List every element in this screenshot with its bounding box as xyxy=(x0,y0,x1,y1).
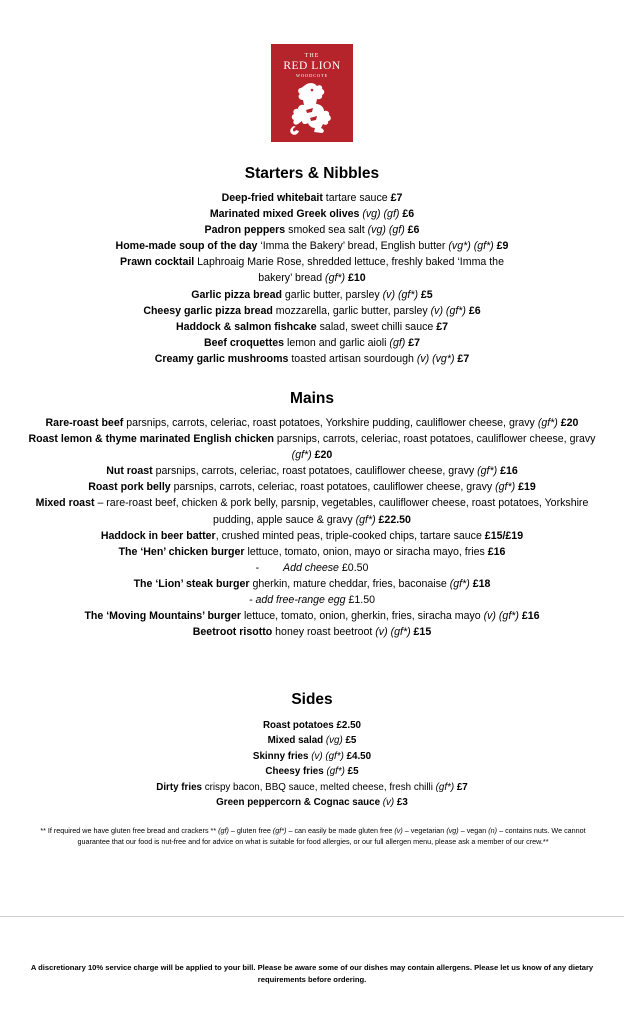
mains-list-part2 xyxy=(0,576,624,592)
item-price: £10 xyxy=(345,272,366,285)
item-name: Cheesy garlic pizza bread xyxy=(143,304,273,317)
menu-item xyxy=(22,495,602,527)
note-tag-gf: (gf) xyxy=(218,826,229,835)
item-name: Mixed roast xyxy=(35,497,95,510)
item-description: lettuce, tomato, onion, gherkin, fries, siracha mayo xyxy=(241,610,484,623)
item-price: £20 xyxy=(311,449,333,462)
item-price: £6 xyxy=(399,208,415,221)
sides-section xyxy=(0,690,624,810)
menu-item xyxy=(22,431,602,463)
item-name: The ‘Hen’ chicken burger xyxy=(118,545,245,558)
item-name: Skinny fries xyxy=(252,750,309,762)
item-name: Roast potatoes £2.50 xyxy=(262,720,361,731)
mains-list-part1 xyxy=(0,415,624,560)
note-tag-v: (v) xyxy=(394,826,403,835)
item-name: Nut roast xyxy=(106,465,153,478)
item-description: ‘Imma the Bakery’ bread, English butter xyxy=(257,240,449,253)
logo-location: WOODCOTE xyxy=(295,73,329,78)
item-description: parsnips, carrots, celeriac, roast potatoes, cauliflower cheese, gravy xyxy=(152,465,478,478)
item-name: Dirty fries xyxy=(156,781,202,793)
item-description: salad, sweet chilli sauce xyxy=(316,320,437,333)
item-price: £16 xyxy=(518,610,540,623)
menu-item xyxy=(102,206,522,222)
item-name: Prawn cocktail xyxy=(120,256,195,269)
item-dietary-tags: (gf*) xyxy=(435,781,455,793)
item-dietary-tags: (v) (gf*) xyxy=(382,288,418,301)
item-description: honey roast beetroot xyxy=(272,626,376,639)
item-price: £19 xyxy=(515,481,536,494)
note-tag-vg: (vg) xyxy=(446,826,459,835)
menu-item xyxy=(22,608,602,624)
item-price: £7 xyxy=(405,336,421,349)
item-dietary-tags: (gf*) xyxy=(449,577,470,590)
item-name: Mixed salad xyxy=(267,735,324,747)
note-text-1: ** If required we have gluten free bread and crackers ** xyxy=(40,826,219,835)
menu-item xyxy=(22,479,602,495)
addon-cheese-price: £0.50 xyxy=(338,561,369,574)
allergen-note xyxy=(32,825,594,847)
item-dietary-tags: (gf*) xyxy=(477,465,498,478)
item-name: Padron peppers xyxy=(204,224,286,237)
item-price: £5 xyxy=(417,288,433,301)
item-price: £7 xyxy=(454,781,468,793)
item-dietary-tags: (v) (gf*) xyxy=(483,610,519,623)
item-price: £5 xyxy=(344,766,359,778)
item-price: £6 xyxy=(404,224,420,237)
logo-name: RED LION xyxy=(283,60,341,72)
item-dietary-tags: (vg) (gf) xyxy=(367,224,405,237)
sides-heading: Sides xyxy=(291,691,333,708)
item-name: Garlic pizza bread xyxy=(191,288,282,301)
menu-item xyxy=(102,190,522,206)
item-dietary-tags: (vg*) (gf*) xyxy=(448,240,494,253)
item-price: £15/£19 xyxy=(484,529,524,542)
item-name: Cheesy fries xyxy=(265,766,324,778)
item-description: lettuce, tomato, onion, mayo or siracha mayo, fries xyxy=(244,545,488,558)
note-text-5: – vegan xyxy=(458,826,489,835)
menu-item xyxy=(102,287,522,303)
item-price: £20 xyxy=(557,417,579,429)
menu-item xyxy=(22,576,602,592)
mains-heading: Mains xyxy=(290,390,334,407)
item-description: parsnips, carrots, celeriac, roast potatoes, cauliflower cheese, gravy xyxy=(273,433,596,446)
note-tag-gfs: (gf*) xyxy=(272,826,287,835)
item-name: Home-made soup of the day xyxy=(115,240,258,253)
item-dietary-tags: (v) (gf*) xyxy=(375,626,411,639)
item-dietary-tags: (vg) xyxy=(325,735,343,747)
addon-cheese-label: Add cheese xyxy=(283,561,339,574)
item-price: £18 xyxy=(469,577,491,590)
menu-item xyxy=(102,238,522,254)
lion-rampant-icon xyxy=(286,80,338,138)
addon-egg-price: £1.50 xyxy=(345,594,376,607)
item-dietary-tags: (gf*) xyxy=(355,513,376,526)
menu-item xyxy=(102,335,522,351)
item-dietary-tags: (gf*) xyxy=(326,766,345,778)
footer-divider xyxy=(0,916,624,917)
item-dietary-tags: (vg) (gf) xyxy=(362,208,400,221)
item-name: Roast lemon & thyme marinated English chicken xyxy=(28,433,274,446)
item-description: parsnips, carrots, celeriac, roast potatoes, Yorkshire pudding, cauliflower cheese, gravy xyxy=(123,417,538,429)
mains-list-part3 xyxy=(0,608,624,640)
item-name: The ‘Moving Mountains’ burger xyxy=(84,610,241,623)
item-description: smoked sea salt xyxy=(285,224,368,237)
item-name: Haddock & salmon fishcake xyxy=(175,320,317,333)
item-price: £16 xyxy=(497,465,518,478)
note-text-6: – contains nuts. We cannot guarantee that our food is nut-free and for advice on what is suitable for food allergies, or our full allergen menu, please ask a member of our crew.** xyxy=(77,826,586,846)
red-lion-logo xyxy=(271,44,353,142)
menu-item xyxy=(32,795,592,810)
item-price: £5 xyxy=(342,735,357,747)
note-text-3: – can easily be made gluten free xyxy=(286,826,395,835)
menu-item xyxy=(22,624,602,640)
item-price: £15 xyxy=(410,626,432,639)
menu-item xyxy=(22,415,602,431)
item-price: £3 xyxy=(394,797,408,809)
item-price: £22.50 xyxy=(375,513,411,526)
sides-list xyxy=(0,718,624,810)
item-price: £7 xyxy=(454,352,470,365)
menu-item xyxy=(32,733,592,748)
item-description: crispy bacon, BBQ sauce, melted cheese, fresh chilli xyxy=(202,781,436,793)
item-dietary-tags: (v) xyxy=(382,797,395,809)
item-description: Laphroaig Marie Rose, shredded lettuce, freshly baked ‘Imma the bakery’ bread xyxy=(194,256,504,285)
menu-item xyxy=(102,222,522,238)
item-name: Green peppercorn & Cognac sauce xyxy=(216,797,381,809)
note-tag-n: (n) xyxy=(488,826,498,835)
item-dietary-tags: (gf*) xyxy=(325,272,346,285)
item-price: £6 xyxy=(465,304,481,317)
menu-item xyxy=(32,749,592,764)
addon-cheese xyxy=(0,560,624,576)
item-name: Haddock in beer batter xyxy=(100,529,216,542)
item-description: mozzarella, garlic butter, parsley xyxy=(272,304,431,317)
starters-section xyxy=(0,164,624,367)
menu-item xyxy=(32,780,592,795)
starters-heading: Starters & Nibbles xyxy=(244,165,380,182)
item-dietary-tags: (gf*) xyxy=(495,481,516,494)
logo-the: THE xyxy=(304,53,320,59)
item-price: £4.50 xyxy=(343,750,372,762)
menu-item xyxy=(22,463,602,479)
item-dietary-tags: (v) (gf*) xyxy=(311,750,344,762)
item-price: £7 xyxy=(436,320,449,333)
note-text-4: – vegetarian xyxy=(402,826,447,835)
note-text-2: – gluten free xyxy=(228,826,273,835)
item-description: – rare-roast beef, chicken & pork belly, parsnip, vegetables, cauliflower cheese, roast potatoes, Yorkshire pudding, apple sauce & gravy xyxy=(94,497,589,526)
addon-egg-label: - add free-range egg xyxy=(248,594,346,607)
item-name: Rare-roast beef xyxy=(45,417,124,429)
item-price: £7 xyxy=(390,192,403,204)
item-dietary-tags: (gf) xyxy=(389,336,406,349)
item-dietary-tags: (v) (gf*) xyxy=(430,304,466,317)
starters-list xyxy=(0,190,624,367)
addon-egg xyxy=(0,592,624,608)
menu-item xyxy=(32,764,592,779)
item-description: , crushed minted peas, triple-cooked chips, tartare sauce xyxy=(215,529,485,542)
item-description: gherkin, mature cheddar, fries, baconaise xyxy=(249,577,450,590)
menu-item xyxy=(102,319,522,335)
item-dietary-tags: (gf*) xyxy=(537,417,558,429)
menu-item xyxy=(102,351,522,367)
item-name: Marinated mixed Greek olives xyxy=(209,208,360,221)
menu-item xyxy=(102,303,522,319)
menu-item xyxy=(22,544,602,560)
item-price: £9 xyxy=(493,240,509,253)
item-dietary-tags: (gf*) xyxy=(291,449,312,462)
item-description: toasted artisan sourdough xyxy=(288,352,417,365)
menu-item xyxy=(102,254,522,286)
item-description: garlic butter, parsley xyxy=(281,288,383,301)
item-name: Deep-fried whitebait xyxy=(221,192,323,204)
service-charge-footer: A discretionary 10% service charge will be applied to your bill. Please be aware some of our dishes may contain allergens. Please let us know of any dietary requirements before ordering. xyxy=(30,963,594,984)
item-name: Roast pork belly xyxy=(88,481,171,494)
item-dietary-tags: (v) (vg*) xyxy=(416,352,455,365)
item-name: Beetroot risotto xyxy=(192,626,273,639)
mains-section xyxy=(0,389,624,640)
mains-list xyxy=(0,415,624,640)
menu-item xyxy=(32,718,592,733)
item-name: Beef croquettes xyxy=(203,336,285,349)
item-name: Creamy garlic mushrooms xyxy=(154,352,289,365)
addon-cheese-dash: - xyxy=(255,561,260,574)
item-description: parsnips, carrots, celeriac, roast potatoes, cauliflower cheese, gravy xyxy=(170,481,496,494)
item-description: lemon and garlic aioli xyxy=(284,336,390,349)
item-price: £16 xyxy=(487,545,506,558)
menu-item xyxy=(22,528,602,544)
item-description: tartare sauce xyxy=(322,192,391,204)
item-name: The ‘Lion’ steak burger xyxy=(133,577,250,590)
